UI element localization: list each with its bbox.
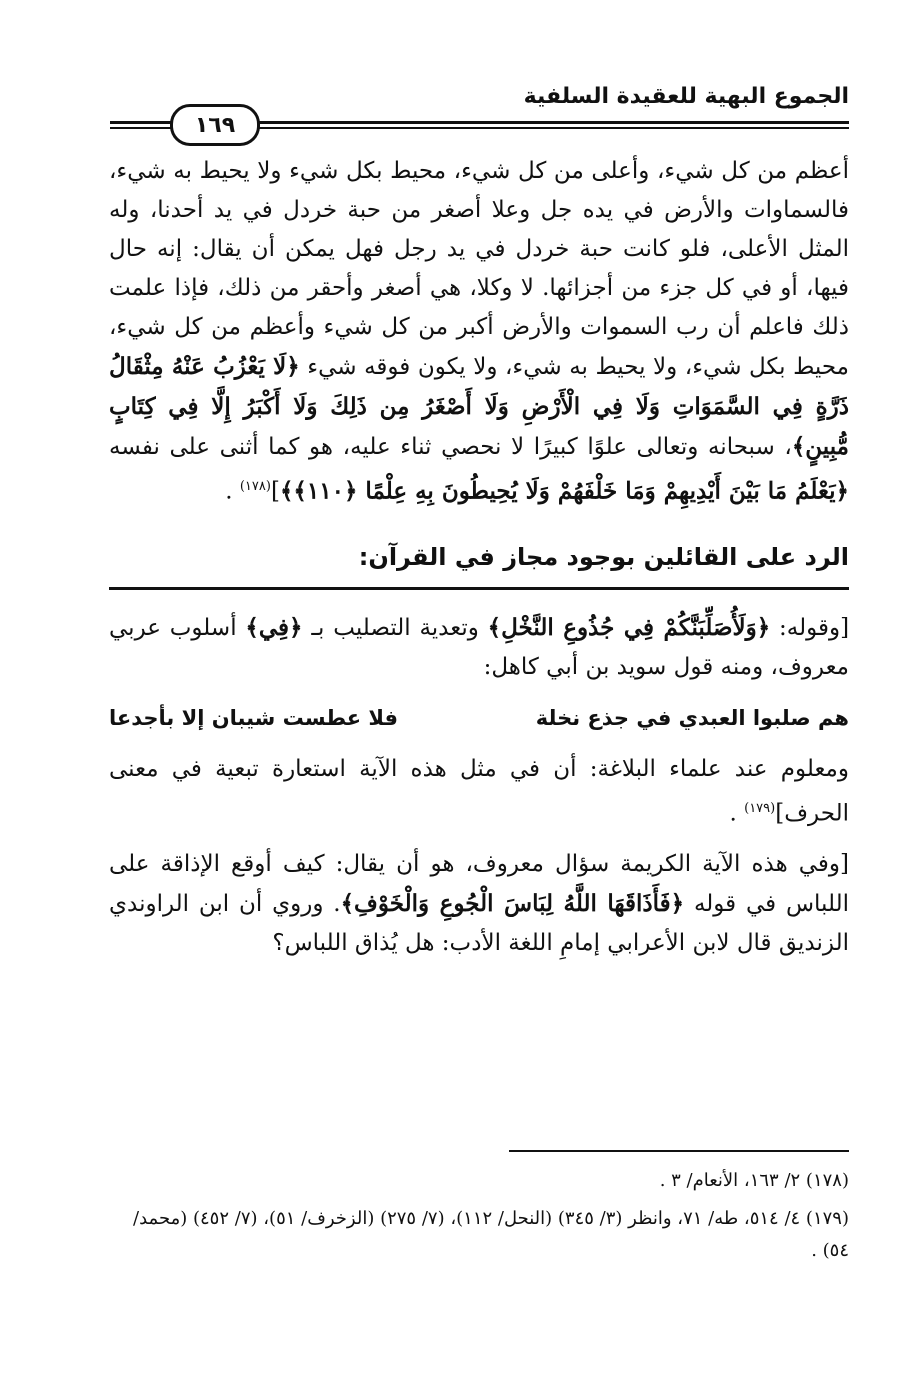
quran-verse: ﴿يَعْلَمُ مَا بَيْنَ أَيْدِيهِمْ وَمَا خَلْفَهُمْ وَلَا يُحِيطُونَ بِهِ عِلْمًا ﴿١١٠﴾﴾ <box>279 477 849 505</box>
quran-verse: ﴿لَا يَعْزُبُ عَنْهُ مِثْقَالُ ذَرَّةٍ فِي السَّمَوَاتِ وَلَا فِي الْأَرْضِ وَلَا أَصْغَرُ مِن ذَلِكَ وَلَا أَكْبَرُ إِلَّا فِي كِتَابٍ مُّبِينٍ﴾ <box>109 353 849 460</box>
footnote: (١٧٨) ٢/ ١٦٣، الأنعام/ ٣ . <box>659 1170 849 1191</box>
footnote-ref: (١٧٩) <box>744 800 776 816</box>
quran-verse: ﴿وَلَأُصَلِّبَنَّكُمْ فِي جُذُوعِ النَّخْلِ﴾ <box>487 613 771 641</box>
quran-verse: ﴿فَأَذَاقَهَا اللَّهُ لِبَاسَ الْجُوعِ وَالْخَوْفِ﴾ <box>340 890 685 918</box>
page-number: ١٦٩ <box>170 104 260 146</box>
paragraph: [وقوله: ﴿وَلَأُصَلِّبَنَّكُمْ فِي جُذُوعِ النَّخْلِ﴾ وتعدية التصليب بـ ﴿فِي﴾ أسلوب عربي معروف، ومنه قول سويد بن أبي كاهل: <box>109 613 850 680</box>
footnote: (١٧٩) ٤/ ٥١٤، طه/ ٧١، وانظر (٣/ ٣٤٥) (النحل/ ١١٢)، (٧/ ٢٧٥) (الزخرف/ ٥١)، (٧/ ٤٥٢) (محمد/ ٥٤) . <box>133 1208 849 1261</box>
paragraph: ومعلوم عند علماء البلاغة: أن في مثل هذه الآية استعارة تبعية في معنى الحرف]$^{(١٧٩)}$ . <box>109 755 849 827</box>
footnote-ref: (١٧٨) <box>239 479 271 494</box>
paragraph: أعظم من كل شيء، وأعلى من كل شيء، محيط بكل شيء ولا يحيط به شيء، فالسماوات والأرض في يده جل وعلا أصغر من حبة خردل في يد أحدنا، وله المثل الأعلى، فلو كانت حبة خردل في يد رجل فهل يمكن أن يقال: إنه حال فيها، أو في كل جزء من أجزائها. لا وكلا، هي أصغر وأحقر من ذلك، فإذا علمت ذلك فاعلم أن رب السموات والأرض أكبر من كل شيء وأعظم من كل شيء، محيط بكل شيء، ولا يحيط به شيء، ولا يكون فوقه شيء ﴿لَا يَعْزُبُ عَنْهُ مِثْقَالُ ذَرَّةٍ فِي السَّمَوَاتِ وَلَا فِي الْأَرْضِ وَلَا أَصْغَرُ مِن ذَلِكَ وَلَا أَكْبَرُ إِلَّا فِي كِتَابٍ مُّبِينٍ﴾، سبحانه وتعالى علوًا كبيرًا لا نحصي ثناء عليه، هو كما أثنى على نفسه ﴿يَعْلَمُ مَا بَيْنَ أَيْدِيهِمْ وَمَا خَلْفَهُمْ وَلَا يُحِيطُونَ بِهِ عِلْمًا ﴿١١٠﴾﴾]$^{(١٧٨)}$ . <box>109 158 850 505</box>
section-heading: الرد على القائلين بوجود مجاز في القرآن: <box>109 538 849 590</box>
footnotes <box>109 1165 849 1273</box>
running-header-title: الجموع البهية للعقيدة السلفية <box>523 84 849 109</box>
poetry-verse <box>109 699 849 738</box>
paragraph: [وفي هذه الآية الكريمة سؤال معروف، هو أن يقال: كيف أوقع الإذاقة على اللباس في قوله ﴿فَأَذَاقَهَا اللَّهُ لِبَاسَ الْجُوعِ وَالْخَوْفِ﴾. وروي أن ابن الراوندي الزنديق قال لابن الأعرابي إمامِ اللغة الأدب: هل يُذاق اللباس؟ <box>109 851 850 957</box>
quran-verse: ﴿فِي﴾ <box>245 613 303 641</box>
footnote-separator <box>509 1150 849 1152</box>
poem-first-hemistich: هم صلبوا العبدي في جذع نخلة <box>535 705 849 730</box>
poem-second-hemistich: فلا عطست شيبان إلا بأجدعا <box>109 705 399 730</box>
main-text <box>109 152 849 975</box>
